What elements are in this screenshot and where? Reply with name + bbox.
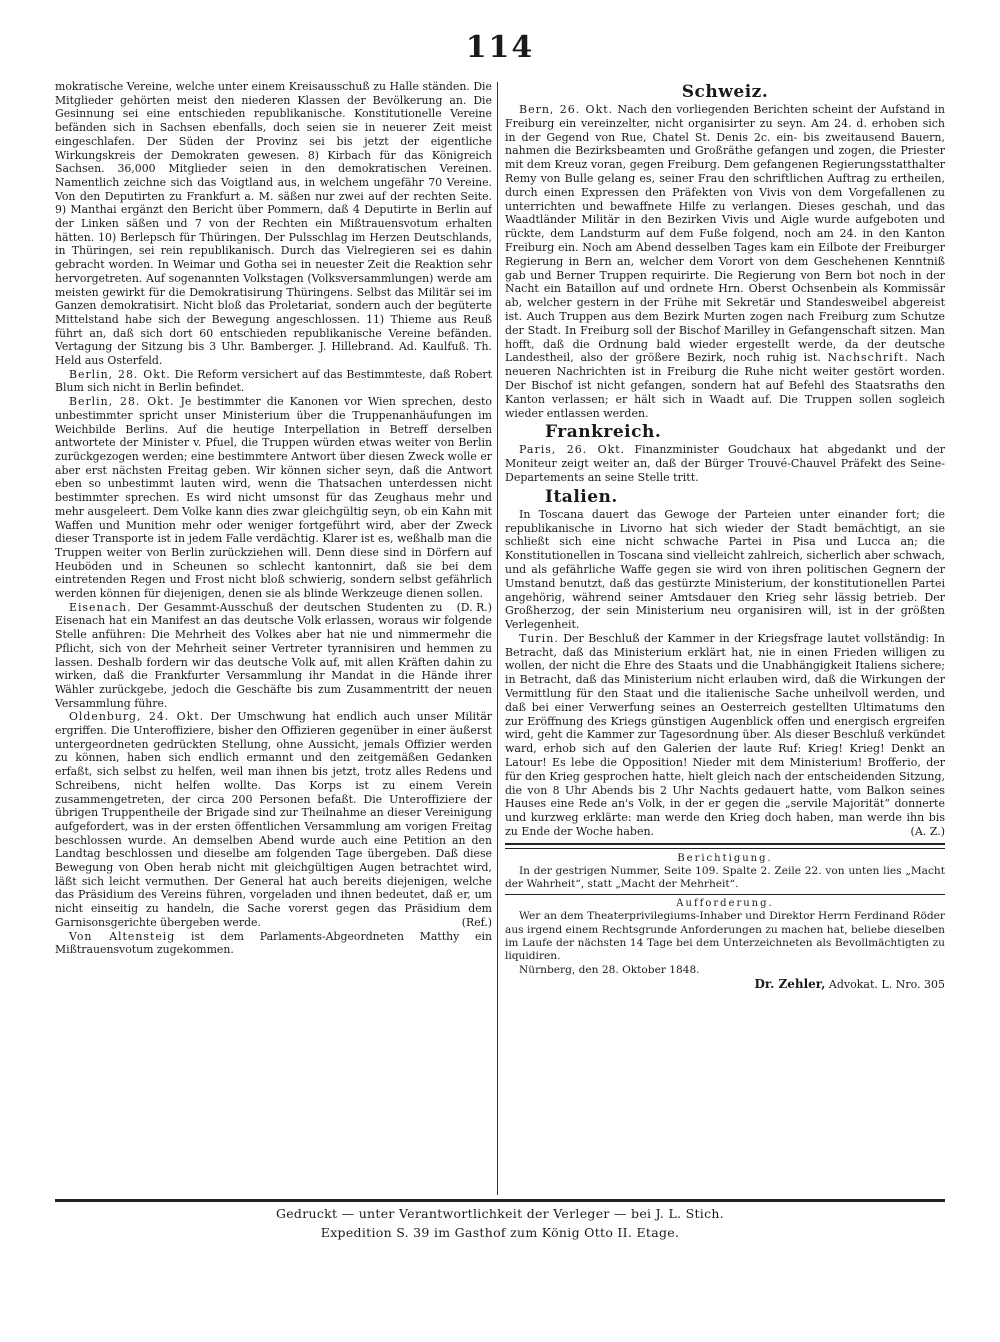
paragraph-text: Je bestimmter die Kanonen vor Wien sprechen, desto unbestimmter spricht unser Ministerium über die Truppenanhäufungen im Weichbilde Berlins. Auf die heutige Interpellation in Betreff derselben antwortete der Minister v. Pfuel, die Truppen würden etwas weiter von Berlin zurückgezogen werden; eine bestimmtere Antwort über diesen Zweck wolle er aber erst nächsten Freitag geben. Wir können sicher seyn, daß die Antwort eben so unbestimmt lauten wird, wenn die Thatsachen unterdessen nicht bestimmter sprechen. Es wird nicht umsonst für das Zeughaus mehr und mehr ausgeleert. Dem Volke kann dies zwar gleichgültig seyn, ob ein Kahn mit Waffen und Munition mehr oder weniger fortgeführt wird, aber der Zweck dieser Transporte ist in jedem Falle verdächtig. Klarer ist es, weßhalb man die Truppen weiter von Berlin zurückziehen will. Denn diese sind in Dörfern auf Heuböden und in Scheunen so schlecht kantonnirt, daß sie bei dem eintretenden Regen und Frost nicht bloß schwierig, sondern selbst gefährlich werden können für diejenigen, denen sie als blinde Werkzeuge dienen sollen. <box>55 395 492 601</box>
paragraph-text: Die Reform versichert auf das Bestimmteste, daß Robert Blum sich nicht in Berlin befindet. <box>55 367 492 395</box>
article-paragraph <box>55 710 492 929</box>
dateline: Berlin, 28. Okt. <box>69 367 171 381</box>
source-note: (A. Z.) <box>910 825 945 839</box>
page-number: 114 <box>465 30 535 65</box>
dateline: Paris, 26. Okt. <box>519 443 626 457</box>
article-paragraph <box>55 368 492 395</box>
signer-role: Advokat. <box>828 977 878 991</box>
paragraph-text: Der Beschluß der Kammer in der Kriegsfrage lautet vollständig: In Betracht, daß das Ministerium erklärt hat, nie in einen Frieden willigen zu wollen, der nicht die Ehre des Staats und die Unabhängigkeit Italiens sichere; in Betracht, daß das Ministerium nicht erlauben wird, daß die Wirkungen der Vermittlung für den Staat und die italienische Sache unheilvoll werden, und daß bei einer Verwerfung seines an Oesterreich gestellten Ultimatums den zur Eröffnung des Kriegs günstigen Augenblick offen und energisch ergreifen wird, geht die Kammer zur Tagesordnung über. Als dieser Beschluß verkündet ward, erhob sich auf den Galerien der laute Ruf: Krieg! Krieg! Denkt an Latour! Es lebe die Opposition! Nieder mit dem Ministerium! Brofferio, der für den Krieg gesprochen hatte, hielt gleich nach der entscheidenden Sitzung, die von 8 Uhr Abends bis 2 Uhr Nachts gedauert hatte, vom Balkon seines Hauses eine Rede an's Volk, in der er gegen die „servile Majorität“ donnerte und kurzweg erklärte: man werde den Krieg doch haben, man werde ihn bis zu Ende der Woche haben. <box>505 631 945 839</box>
notice-signature <box>505 977 945 992</box>
postscript-label: Nachschrift. <box>827 351 909 365</box>
notice-divider <box>505 843 945 849</box>
dateline: Oldenburg, 24. Okt. <box>69 710 205 724</box>
notice-date: Nürnberg, den 28. Oktober 1848. <box>519 963 700 976</box>
article-paragraph <box>55 80 492 368</box>
notice-text: Wer an dem Theaterprivilegiums-Inhaber und Direktor Herrn Ferdinand Röder aus irgend einem Rechtsgrunde Anforderungen zu machen hat, beliebe dieselben im Laufe der nächsten 14 Tage bei dem Unterzeichneten als Bevollmächtigten zu liquidiren. <box>505 910 945 963</box>
article-paragraph <box>55 601 492 711</box>
dateline: Turin. <box>519 631 559 645</box>
article-paragraph <box>505 443 945 484</box>
article-paragraph <box>55 930 492 957</box>
expedition-address: Expedition S. 39 im Gasthof zum König Otto II. Etage. <box>320 1225 680 1240</box>
dateline: Bern, 26. Okt. <box>519 103 614 116</box>
notice-aufforderung <box>505 897 945 991</box>
dateline: Eisenach. <box>69 600 132 614</box>
paragraph-text: Der Gesammt-Ausschuß der deutschen Studenten zu Eisenach hat ein Manifest an das deutsche Volk erlassen, woraus wir folgende Stelle anführen: Die Mehrheit des Volkes aber hat nie und nimmermehr die Pflicht, sich von der Mehrheit seiner Vertreter tyrannisiren und hemmen zu lassen. Deshalb fordern wir das deutsche Volk auf, mit allen Kräften dahin zu wirken, daß die Frankfurter Versammlung ihr Mandat in die Hände ihrer Wähler zurückgebe, jedoch die Geschäfte bis zum Zusammentritt der neuen Versammlung führe. <box>55 600 492 710</box>
section-heading-schweiz: Schweiz. <box>681 82 769 102</box>
column-divider <box>497 82 498 1195</box>
right-column <box>505 80 945 1195</box>
article-paragraph <box>505 103 945 420</box>
article-paragraph <box>505 632 945 839</box>
paragraph-text: Nach den vorliegenden Berichten scheint der Aufstand in Freiburg ein vereinzelter, nicht organisirter zu seyn. Am 24. d. erhoben sich in der Gegend von Rue, Chatel St. Denis 2c. ein- bis zweitausend Bauern, nahmen die Bezirksbeamten und Großräthe gefangen und zogen, die Priester mit dem Kreuz voran, gegen Freiburg. Dem gefangenen Regierungsstatthalter Remy von Bulle gelang es, seiner Frau den schriftlichen Auftrag zu ertheilen, durch einen Expressen den Präfekten von Vivis von dem Vorgefallenen zu unterrichten und bewaffnete Hilfe zu verlangen. Dieses geschah, und das Waadtländer Militär in den Bezirken Vivis und Aigle wurde aufgeboten und rückte, dem Landsturm auf dem Fuße folgend, noch am 24. in den Kanton Freiburg ein. Noch am Abend desselben Tages kam ein Eilbote der Freiburger Regierung in Bern an, welcher dem Vorort von dem Geschehenen Kenntniß gab und Berner Truppen requirirte. Die Regierung von Bern bot noch in der Nacht ein Bataillon auf und ordnete Hrn. Oberst Ochsenbein als Kommissär ab, welcher gestern in der Frühe mit Sekretär und Standesweibel abgereist ist. Auch Truppen aus dem Bezirk Murten zogen nach Freiburg zum Schutze der Stadt. In Freiburg soll der Bischof Marilley in Gefangenschaft sitzen. Man hofft, daß die Ordnung bald wieder ergestellt werde, da der deutsche Landestheil, also der größere Bezirk, noch ruhig ist. <box>505 103 945 365</box>
notice-title: Berichtigung. <box>677 852 773 864</box>
paragraph-text: Finanzminister Goudchaux hat abgedankt und der Moniteur zeigt weiter an, daß der Bürger Trouvé-Chauvel Präfekt des Seine-Departements an seine Stelle tritt. <box>505 443 945 484</box>
paragraph-text: In Toscana dauert das Gewoge der Parteien unter einander fort; die republikanische in Livorno hat sich wieder der Stadt bemächtigt, an sie schließt sich eine nicht schwache Partei in Pisa und Lucca an; die Konstitutionellen in Toscana sind vielleicht zahlreich, sicherlich aber schwach, und als gefährliche Waffe gegen sie wird von ihren politischen Gegnern der Umstand benutzt, daß das gestürzte Ministerium, der konstitutionellen Partei angehörig, während seiner Amtsdauer den Krieg sehr lässig betrieb. Der Großherzog, der sein Ministerium neu organisiren will, ist in der größten Verlegenheit. <box>505 507 945 632</box>
paragraph-text: mokratische Vereine, welche unter einem Kreisausschuß zu Halle ständen. Die Mitglieder gehörten meist den niederen Klassen der Bevölkerung an. Die Gesinnung sei eine entschieden republikanische. Konstitutionelle Vereine befänden sich in Sachsen ebenfalls, doch seien sie in neuerer Zeit meist eingeschlafen. Der Süden der Provinz sei bis jetzt der eigentliche Wirkungskreis der Demokraten gewesen. 8) Kirbach für das Königreich Sachsen. 36,000 Mitglieder seien in den demokratischen Vereinen. Namentlich zeichne sich das Voigtland aus, in welchem ungefähr 70 Vereine. Von den Deputirten zu Frankfurt a. M. säßen nur zwei auf der rechten Seite. 9) Manthai ergänzt den Bericht über Pommern, daß 4 Deputirte in Berlin auf der Linken säßen und 7 von der Rechten ein Mißtrauensvotum erhalten hätten. 10) Berlepsch für Thüringen. Der Pulsschlag im Herzen Deutschlands, in Thüringen, sei rein republikanisch. Durch das Vielregieren sei es dahin gebracht worden. In Weimar und Gotha sei in neuester Zeit die Reaktion sehr hervorgetreten. Auf sogenannten Volkstagen (Volksversammlungen) werde am meisten gewirkt für die Demokratisirung Thüringens. Selbst das Militär sei im Ganzen demokratisirt. Nicht bloß das Proletariat, sondern auch der begüterte Mittelstand habe sich der Bewegung angeschlossen. 11) Thieme aus Reuß führt an, daß sich dort 60 entschieden republikanische Vereine befänden. Vertagung der Sitzung bis 3 Uhr. Bamberger. J. Hillebrand. Ad. Kaulfuß. Th. Held aus Osterfeld. <box>55 80 492 368</box>
section-heading-frankreich: Frankreich. <box>545 422 662 443</box>
notice-divider <box>505 894 945 895</box>
section-heading-italien: Italien. <box>545 486 618 507</box>
notice-text: In der gestrigen Nummer, Seite 109. Spalte 2. Zeile 22. von unten lies „Macht der Wahrheit“, statt „Macht der Mehrheit“. <box>505 864 945 891</box>
article-paragraph <box>505 508 945 632</box>
printer-imprint: Gedruckt — unter Verantwortlichkeit der Verleger — bei J. L. Stich. <box>275 1206 725 1221</box>
paragraph-text: Nach neueren Nachrichten ist in Freiburg die Ruhe nicht weiter gestört worden. Der Bischof ist nicht gefangen, sondern hat auf Befehl des Staatsraths den Kanton verlassen; er hält sich in Waadt auf. Die Truppen sollen sogleich wieder entlassen werden. <box>505 351 945 420</box>
source-note: (Ref.) <box>461 915 492 929</box>
notice-title: Aufforderung. <box>676 898 774 910</box>
paragraph-text: Der Umschwung hat endlich auch unser Militär ergriffen. Die Unteroffiziere, bisher den Offizieren gegenüber in einer äußerst untergeordneten gedrückten Stellung, ohne Aussicht, jemals Offizier werden zu können, haben sich endlich ermannt und den zeitgemäßen Gedanken erfaßt, sich selbst zu helfen, weil man ihnen bis jetzt, trotz alles Redens und Schreibens, nicht helfen wollte. Das Korps ist zu einem Verein zusammengetreten, der circa 200 Personen befaßt. Die Unteroffiziere der übrigen Truppentheile der Brigade sind zur Theilnahme an dieser Vereinigung aufgefordert, was in der ersten öffentlichen Versammlung am vorigen Freitag beschlossen wurde. An demselben Abend wurde auch eine Petition an den Landtag beschlossen und dieselbe am folgenden Tage übergeben. Daß diese Bewegung von Oben herab nicht mit gleichgültigen Augen betrachtet wird, läßt sich leicht vermuthen. Der General hat auch bereits diejenigen, welche das Präsidium des Vereins führen, vorgeladen und ihnen bedeutet, daß er, um nicht einseitig zu handeln, die Sache vorerst gegen das Präsidium dem Garnisonsgerichte übergeben werde. <box>55 710 492 929</box>
dateline: Berlin, 28. Okt. <box>69 395 175 409</box>
notice-reference: L. Nro. 305 <box>881 977 945 991</box>
signer-name: Dr. Zehler, <box>754 976 826 991</box>
footer-divider <box>55 1199 945 1202</box>
notice-berichtigung <box>505 852 945 892</box>
dateline: Von Altensteig <box>69 929 176 943</box>
left-column <box>55 80 492 1195</box>
source-note: (D. R.) <box>456 600 492 614</box>
paragraph-text: ist dem Parlaments-Abgeordneten Matthy ein Mißtrauensvotum zugekommen. <box>55 929 492 957</box>
